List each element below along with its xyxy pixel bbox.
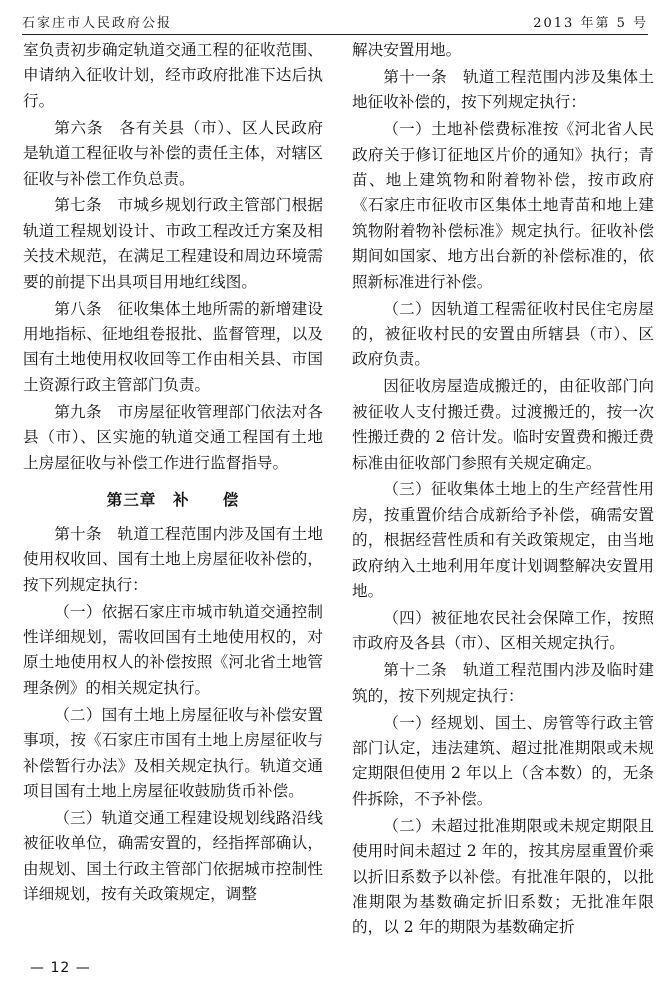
paragraph-continuation: 室负责初步确定轨道交通工程的征收范围、申请纳入征收计划，经市政府批准下达后执行。 [23,41,323,110]
left-column [23,38,323,909]
paragraph: （一）土地补偿费标准按《河北省人民政府关于修订征地区片价的通知》执行；青苗、地上建筑物和附着物补偿，按市政府《石家庄市征收市区集体土地青苗和地上建筑物附着物补偿标准》规定执行。征收补偿期间如国家、地方出台新的补偿标准的，依照新标准进行补偿。 [352,120,654,291]
paragraph: （二）因轨道工程需征收村民住宅房屋的，被征收村民的安置由所辖县（市）、区政府负责。 [352,299,654,369]
paragraph: （三）征收集体土地上的生产经营性用房，按重置价结合成新给予补偿，确需安置的，根据经营性质和有关政策规定，由当地政府纳入土地利用年度计划调整解决安置用地。 [352,480,654,601]
paragraph: （三）轨道交通工程建设规划线路沿线被征收单位，确需安置的，经指挥部确认，由规划、国土行政主管部门依据城市控制性详细规划，按有关政策规定，调整 [23,808,323,904]
chapter-heading: 第三章 补 偿 [106,489,240,509]
paragraph: （二）国有土地上房屋征收与补偿安置事项，按《石家庄市国有土地上房屋征收与补偿暂行办法》及相关规定执行。轨道交通项目国有土地上房屋征收鼓励货币补偿。 [23,705,323,800]
paragraph: （一）依据石家庄市城市轨道交通控制性详细规划，需收回国有土地使用权的，对原土地使用权人的补偿按照《河北省土地管理条例》的相关规定执行。 [23,602,323,697]
paragraph: 第九条 市房屋征收管理部门依法对各县（市）、区实施的轨道交通工程国有土地上房屋征收与补偿工作进行监督指导。 [23,402,323,472]
paragraph: （一）经规划、国土、房管等行政主管部门认定，违法建筑、超过批准期限或未规定期限但使用 2 年以上（含本数）的，无条件拆除，不予补偿。 [352,713,654,808]
publication-title: 石家庄市人民政府公报 [22,16,173,31]
page-header [22,8,648,35]
paragraph: 第十一条 轨道工程范围内涉及集体土地征收补偿的，按下列规定执行： [352,67,654,112]
issue-number: 2013 年第 5 号 [533,16,648,31]
paragraph: 第八条 征收集体土地所需的新增建设用地指标、征地组卷报批、监督管理，以及国有土地使用权收回等工作由相关县、市国土资源行政主管部门负责。 [23,299,323,394]
paragraph: 第六条 各有关县（市）、区人民政府是轨道工程征收与补偿的责任主体，对辖区征收与补偿工作负总责。 [23,118,323,188]
page-number: — 12 — [30,960,91,976]
paragraph-continuation: 解决安置用地。 [352,41,462,59]
paragraph: （四）被征地农民社会保障工作，按照市政府及各县（市）、区相关规定执行。 [352,608,654,653]
right-column [352,38,654,942]
paragraph: 第十条 轨道工程范围内涉及国有土地使用权收回、国有土地上房屋征收补偿的，按下列规定执行： [23,524,323,594]
paragraph: 因征收房屋造成搬迁的，由征收部门向被征收人支付搬迁费。过渡搬迁的，按一次性搬迁费的 2 倍计发。临时安置费和搬迁费标准由征收部门参照有关规定确定。 [352,377,654,472]
paragraph: 第十二条 轨道工程范围内涉及临时建筑的，按下列规定执行： [352,661,654,705]
paragraph: （二）未超过批准期限或未规定期限且使用时间未超过 2 年的，按其房屋重置价乘以折旧系数予以补偿。有批准年限的，以批准期限为基数确定折旧系数；无批准年限的，以 2 年的期限为基数确定折 [352,816,654,937]
paragraph: 第七条 市城乡规划行政主管部门根据轨道工程规划设计、市政工程改迁方案及相关技术规范，在满足工程建设和周边环境需要的前提下出具项目用地红线图。 [23,196,323,291]
